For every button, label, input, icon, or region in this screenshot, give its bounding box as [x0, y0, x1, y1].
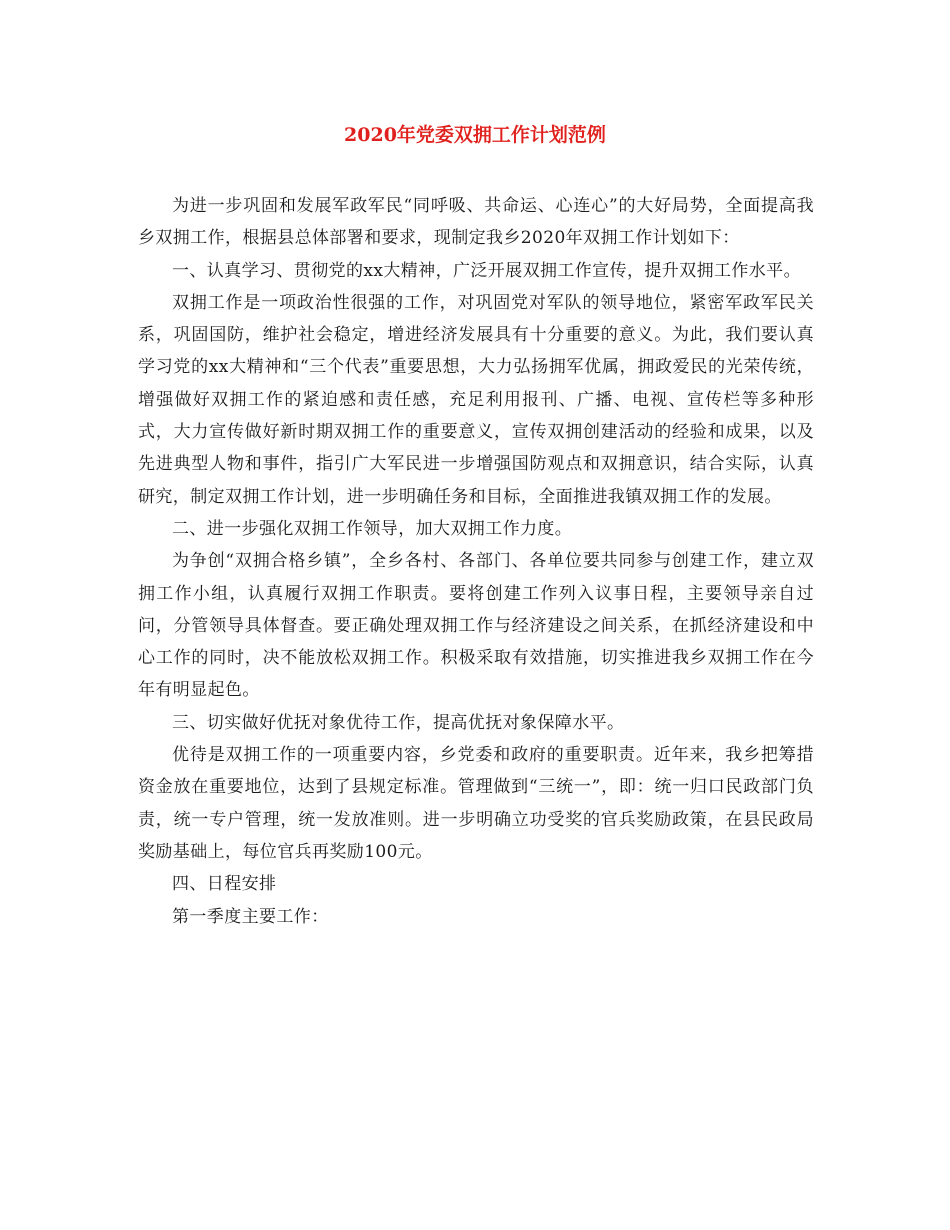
section-paragraph-3: 优待是双拥工作的一项重要内容，乡党委和政府的重要职责。近年来，我乡把筹措资金放在重要地位，达到了县规定标准。管理做到“三统一”，即：统一归口民政部门负责，统一专户管理，统一发放准则。进一步明确立功受奖的官兵奖励政策，在县民政局奖励基础上，每位官兵再奖励100元。	[138, 745, 814, 862]
section-heading-1: 一、认真学习、贯彻党的xx大精神，广泛开展双拥工作宣传，提升双拥工作水平。	[172, 260, 801, 281]
document-title: 2020年党委双拥工作计划范例	[344, 124, 606, 146]
intro-paragraph: 为进一步巩固和发展军政军民“同呼吸、共命运、心连心”的大好局势，全面提高我乡双拥工作，根据县总体部署和要求，现制定我乡2020年双拥工作计划如下：	[138, 196, 814, 249]
section-heading-4: 四、日程安排	[172, 874, 277, 895]
section-heading-3: 三、切实做好优抚对象优待工作，提高优抚对象保障水平。	[172, 712, 625, 733]
document-body	[138, 190, 814, 933]
section-paragraph-1: 双拥工作是一项政治性很强的工作，对巩固党对军队的领导地位，紧密军政军民关系，巩固国防，维护社会稳定，增进经济发展具有十分重要的意义。为此，我们要认真学习党的xx大精神和“三个代表”重要思想，大力弘扬拥军优属，拥政爱民的光荣传统，增强做好双拥工作的紧迫感和责任感，充足利用报刊、广播、电视、宣传栏等多种形式，大力宣传做好新时期双拥工作的重要意义，宣传双拥创建活动的经验和成果，以及先进典型人物和事件，指引广大军民进一步增强国防观点和双拥意识，结合实际，认真研究，制定双拥工作计划，进一步明确任务和目标，全面推进我镇双拥工作的发展。	[138, 292, 814, 507]
subsection-heading-q1: 第一季度主要工作：	[172, 906, 329, 927]
section-heading-2: 二、进一步强化双拥工作领导，加大双拥工作力度。	[172, 518, 573, 539]
section-paragraph-2: 为争创“双拥合格乡镇”，全乡各村、各部门、各单位要共同参与创建工作，建立双拥工作小组，认真履行双拥工作职责。要将创建工作列入议事日程，主要领导亲自过问，分管领导具体督查。要正确处理双拥工作与经济建设之间关系，在抓经济建设和中心工作的同时，决不能放松双拥工作。积极采取有效措施，切实推进我乡双拥工作在今年有明显起色。	[138, 551, 814, 701]
